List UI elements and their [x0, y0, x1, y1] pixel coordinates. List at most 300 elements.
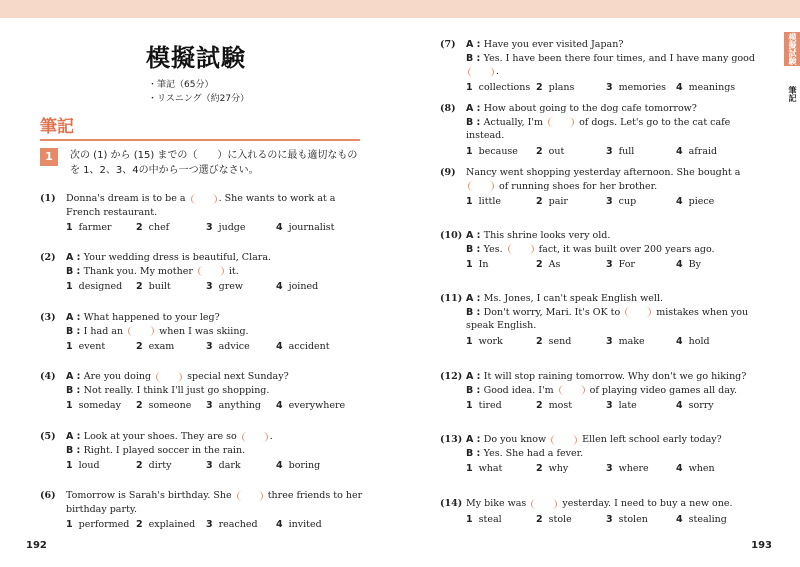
option-2 — [136, 518, 206, 532]
answer-options — [66, 459, 366, 473]
option-text: loud — [78, 460, 100, 471]
option-text: steal — [478, 513, 502, 525]
option-text: dirty — [148, 460, 172, 471]
speaker-label: B : — [466, 243, 484, 255]
option-2 — [536, 195, 606, 209]
question-3 — [40, 311, 366, 354]
option-3 — [206, 518, 276, 532]
option-number: 4 — [676, 513, 683, 525]
answer-blank — [191, 194, 217, 204]
option-text: grew — [218, 281, 244, 292]
speaker-label: A : — [66, 252, 84, 263]
speaker-label: A : — [466, 371, 484, 382]
question-text: Do you know — [483, 434, 550, 445]
question-text: Donna's dream is to be a — [66, 193, 189, 204]
question-text: Right. I played soccer in the rain. — [83, 444, 246, 456]
option-3 — [206, 280, 276, 294]
option-text: hold — [688, 335, 710, 347]
option-text: collections — [478, 81, 531, 93]
option-1 — [466, 335, 536, 349]
option-4 — [676, 513, 746, 527]
answer-blank — [559, 385, 585, 395]
option-3 — [606, 335, 676, 349]
question-line — [66, 444, 366, 458]
question-text: Ms. Jones, I can't speak English well. — [483, 293, 664, 304]
answer-blank — [198, 266, 224, 276]
meta-writing: ・筆記（65分） — [148, 80, 214, 90]
option-text: accident — [288, 341, 330, 352]
option-4 — [276, 399, 346, 413]
option-number: 2 — [136, 400, 143, 411]
option-number: 3 — [206, 400, 213, 411]
option-text: In — [478, 259, 489, 270]
option-4 — [676, 399, 746, 413]
option-number: 1 — [466, 400, 473, 411]
option-4 — [676, 81, 746, 95]
question-text: Look at your shoes. They are so — [83, 431, 240, 442]
option-1 — [466, 513, 536, 527]
question-line — [466, 166, 766, 193]
question-number: (14) — [440, 498, 463, 509]
question-text: . She wants to work at a French restaurant. — [66, 193, 336, 218]
option-3 — [606, 399, 676, 413]
question-text: I had an — [83, 325, 127, 337]
option-text: plans — [548, 81, 575, 93]
option-number: 2 — [136, 341, 143, 352]
speaker-label: A : — [466, 230, 484, 241]
option-1 — [466, 462, 536, 476]
option-number: 1 — [66, 519, 73, 530]
question-1 — [40, 192, 366, 235]
answer-options — [66, 340, 366, 354]
question-number: (4) — [40, 371, 56, 382]
answer-options — [466, 513, 766, 527]
option-number: 4 — [276, 519, 283, 530]
question-10 — [440, 229, 766, 272]
speaker-label: A : — [466, 39, 484, 50]
option-text: By — [688, 259, 701, 270]
speaker-label: B : — [466, 52, 484, 64]
option-1 — [466, 258, 536, 272]
option-3 — [606, 81, 676, 95]
speaker-label: B : — [66, 444, 84, 456]
part-badge: 1 — [40, 148, 58, 166]
option-2 — [136, 459, 206, 473]
option-text: exam — [148, 341, 175, 352]
answer-blank — [508, 244, 534, 254]
question-line — [66, 251, 366, 265]
option-text: afraid — [688, 145, 718, 157]
option-text: For — [618, 259, 635, 270]
question-line — [466, 102, 766, 116]
option-number: 4 — [276, 341, 283, 352]
option-text: piece — [688, 196, 715, 207]
option-text: boring — [288, 460, 321, 471]
answer-options — [466, 195, 766, 209]
question-line — [466, 243, 766, 257]
option-2 — [536, 335, 606, 349]
option-text: designed — [78, 281, 123, 292]
option-text: someone — [148, 400, 192, 411]
option-number: 1 — [466, 335, 473, 347]
question-text: Nancy went shopping yesterday afternoon. She bought a — [466, 167, 741, 178]
question-number: (13) — [440, 434, 463, 445]
option-1 — [466, 399, 536, 413]
side-tab: 模擬試験 — [784, 32, 800, 66]
question-number: (1) — [40, 193, 56, 204]
question-text: fact, it was built over 200 years ago. — [535, 243, 715, 255]
speaker-label: A : — [66, 371, 84, 382]
instruction-text: 次の (1) から (15) までの（ ）に入れるのに最も適切なものを 1、2、3、4の中から一つ選びなさい。 — [70, 150, 358, 176]
speaker-label: B : — [66, 325, 84, 337]
option-number: 4 — [676, 145, 683, 157]
question-number: (6) — [40, 490, 56, 501]
question-text: . — [496, 66, 500, 77]
question-number: (9) — [440, 167, 456, 178]
question-2 — [40, 251, 366, 294]
speaker-label: B : — [466, 306, 484, 318]
option-text: work — [478, 335, 503, 347]
option-text: event — [78, 341, 106, 352]
option-number: 1 — [66, 400, 73, 411]
option-3 — [606, 513, 676, 527]
option-number: 1 — [466, 81, 473, 93]
answer-blank — [468, 67, 494, 77]
option-text: chef — [148, 222, 170, 233]
option-4 — [676, 195, 746, 209]
speaker-label: B : — [66, 384, 84, 396]
question-text: This shrine looks very old. — [483, 230, 611, 241]
option-2 — [536, 145, 606, 159]
option-3 — [606, 462, 676, 476]
question-text: Don't worry, Mari. It's OK to — [483, 306, 624, 318]
option-2 — [136, 221, 206, 235]
option-1 — [466, 81, 536, 95]
option-number: 4 — [676, 196, 683, 207]
option-4 — [276, 221, 346, 235]
option-text: meanings — [688, 81, 736, 93]
question-line — [466, 384, 766, 398]
option-number: 2 — [136, 519, 143, 530]
option-2 — [536, 81, 606, 95]
answer-options — [66, 518, 366, 532]
option-3 — [206, 459, 276, 473]
page-number-left: 192 — [26, 540, 47, 551]
question-text: It will stop raining tomorrow. Why don't we go hiking? — [483, 371, 747, 382]
question-5 — [40, 430, 366, 473]
option-4 — [276, 518, 346, 532]
question-14 — [440, 497, 766, 526]
speaker-label: B : — [66, 265, 84, 277]
option-text: farmer — [78, 222, 112, 233]
option-number: 2 — [536, 259, 543, 270]
speaker-label: A : — [466, 103, 484, 114]
option-text: why — [548, 463, 569, 474]
question-text: What happened to your leg? — [83, 312, 220, 323]
section-rule — [40, 139, 360, 141]
option-4 — [676, 258, 746, 272]
question-text: Yes. I have been there four times, and I have many good — [483, 52, 755, 64]
option-4 — [676, 145, 746, 159]
speaker-label: B : — [466, 116, 484, 128]
option-number: 4 — [676, 400, 683, 411]
question-line — [466, 433, 766, 447]
option-text: As — [548, 259, 561, 270]
option-number: 4 — [276, 400, 283, 411]
answer-options — [466, 258, 766, 272]
section-heading — [40, 112, 360, 141]
question-text: . — [269, 431, 273, 442]
option-4 — [676, 462, 746, 476]
option-2 — [536, 258, 606, 272]
option-3 — [606, 145, 676, 159]
option-text: someday — [78, 400, 121, 411]
option-text: journalist — [288, 222, 335, 233]
page-number-right: 193 — [751, 540, 772, 551]
question-text: How about going to the dog cafe tomorrow? — [483, 103, 697, 114]
option-text: because — [478, 145, 518, 157]
option-number: 3 — [206, 281, 213, 292]
option-text: everywhere — [288, 400, 346, 411]
answer-options — [466, 81, 766, 95]
option-number: 3 — [606, 81, 613, 93]
option-text: send — [548, 335, 572, 347]
question-line — [466, 52, 766, 79]
question-number: (3) — [40, 312, 56, 323]
question-line — [66, 265, 366, 279]
option-number: 4 — [276, 222, 283, 233]
question-line — [66, 311, 366, 325]
option-number: 3 — [606, 463, 613, 474]
question-text: three friends to her birthday party. — [66, 490, 363, 515]
option-text: when — [688, 463, 715, 474]
page-title: 模擬試験 — [146, 44, 246, 72]
section-title: 筆記 — [40, 117, 74, 137]
answer-blank — [237, 491, 263, 501]
option-1 — [66, 221, 136, 235]
option-3 — [206, 221, 276, 235]
question-text: Good idea. I'm — [483, 384, 557, 396]
speaker-label: A : — [66, 431, 84, 442]
question-line — [466, 447, 766, 461]
option-text: stole — [548, 513, 572, 525]
option-1 — [66, 399, 136, 413]
option-text: dark — [218, 460, 241, 471]
option-3 — [606, 258, 676, 272]
option-number: 1 — [66, 341, 73, 352]
option-number: 3 — [606, 145, 613, 157]
option-3 — [206, 399, 276, 413]
option-1 — [66, 459, 136, 473]
answer-blank — [531, 499, 557, 509]
option-number: 1 — [466, 463, 473, 474]
meta-listening: ・リスニング（約27分） — [148, 94, 250, 104]
option-3 — [606, 195, 676, 209]
exam-meta — [148, 78, 249, 106]
question-number: (12) — [440, 371, 463, 382]
question-text: mistakes when you speak English. — [466, 306, 749, 331]
question-text: Not really. I think I'll just go shopping. — [83, 384, 270, 396]
option-number: 1 — [66, 281, 73, 292]
question-8 — [440, 102, 766, 158]
option-number: 2 — [536, 400, 543, 411]
option-text: make — [618, 335, 645, 347]
side-subtab: 筆記 — [788, 86, 797, 102]
answer-blank — [468, 181, 494, 191]
option-text: stealing — [688, 513, 727, 525]
question-text: of running shoes for her brother. — [496, 180, 658, 192]
answer-options — [66, 221, 366, 235]
option-number: 4 — [676, 81, 683, 93]
option-text: performed — [78, 519, 130, 530]
option-2 — [136, 340, 206, 354]
option-text: out — [548, 145, 565, 157]
answer-blank — [625, 307, 651, 317]
answer-options — [466, 145, 766, 159]
question-text: Have you ever visited Japan? — [483, 39, 624, 50]
question-text: yesterday. I need to buy a new one. — [559, 498, 733, 509]
question-line — [66, 192, 366, 219]
question-13 — [440, 433, 766, 476]
option-number: 1 — [66, 460, 73, 471]
option-number: 2 — [536, 335, 543, 347]
option-number: 4 — [276, 281, 283, 292]
option-number: 1 — [466, 145, 473, 157]
question-4 — [40, 370, 366, 413]
option-number: 3 — [606, 196, 613, 207]
option-text: most — [548, 400, 573, 411]
option-number: 3 — [606, 335, 613, 347]
question-line — [466, 370, 766, 384]
question-number: (5) — [40, 431, 56, 442]
option-text: pair — [548, 196, 568, 207]
question-text: Actually, I'm — [483, 116, 547, 128]
question-line — [466, 116, 766, 143]
option-text: joined — [288, 281, 319, 292]
option-number: 4 — [676, 463, 683, 474]
answer-blank — [551, 435, 577, 445]
question-text: when I was skiing. — [156, 325, 249, 337]
option-number: 1 — [466, 259, 473, 270]
question-text: Tomorrow is Sarah's birthday. She — [66, 490, 235, 501]
question-text: special next Sunday? — [184, 371, 289, 382]
question-line — [66, 430, 366, 444]
question-text: Ellen left school early today? — [579, 434, 722, 445]
option-text: where — [618, 463, 649, 474]
option-number: 2 — [536, 196, 543, 207]
option-text: tired — [478, 400, 502, 411]
option-number: 2 — [536, 513, 543, 525]
option-number: 4 — [676, 335, 683, 347]
answer-options — [466, 462, 766, 476]
option-number: 1 — [466, 196, 473, 207]
option-number: 3 — [206, 519, 213, 530]
answer-blank — [128, 326, 154, 336]
question-line — [66, 489, 366, 516]
speaker-label: B : — [466, 447, 484, 459]
question-line — [466, 292, 766, 306]
option-text: explained — [148, 519, 196, 530]
question-text: it. — [225, 265, 239, 277]
question-number: (2) — [40, 252, 56, 263]
option-3 — [206, 340, 276, 354]
question-7 — [440, 38, 766, 94]
option-1 — [66, 518, 136, 532]
option-number: 2 — [536, 145, 543, 157]
top-band — [0, 0, 800, 18]
question-text: Yes. — [483, 243, 506, 255]
question-line — [66, 325, 366, 339]
option-number: 3 — [606, 259, 613, 270]
option-number: 2 — [136, 460, 143, 471]
option-number: 4 — [276, 460, 283, 471]
answer-options — [66, 280, 366, 294]
option-text: little — [478, 196, 501, 207]
question-line — [466, 229, 766, 243]
question-line — [66, 370, 366, 384]
option-1 — [66, 340, 136, 354]
option-number: 2 — [136, 281, 143, 292]
option-text: built — [148, 281, 171, 292]
question-11 — [440, 292, 766, 348]
option-text: cup — [618, 196, 637, 207]
option-text: what — [478, 463, 503, 474]
option-text: anything — [218, 400, 261, 411]
question-line — [66, 384, 366, 398]
option-4 — [276, 459, 346, 473]
question-line — [466, 38, 766, 52]
option-text: sorry — [688, 400, 714, 411]
option-number: 4 — [676, 259, 683, 270]
option-number: 3 — [206, 460, 213, 471]
question-text: of playing video games all day. — [586, 384, 738, 396]
option-number: 1 — [466, 513, 473, 525]
option-number: 3 — [606, 400, 613, 411]
option-text: late — [618, 400, 637, 411]
question-number: (10) — [440, 230, 463, 241]
option-1 — [66, 280, 136, 294]
answer-blank — [548, 117, 574, 127]
option-number: 2 — [536, 463, 543, 474]
option-2 — [536, 513, 606, 527]
question-text: Thank you. My mother — [83, 265, 196, 277]
option-4 — [276, 340, 346, 354]
option-text: invited — [288, 519, 322, 530]
answer-options — [466, 399, 766, 413]
option-number: 1 — [66, 222, 73, 233]
question-9 — [440, 166, 766, 209]
option-2 — [536, 462, 606, 476]
question-text: Yes. She had a fever. — [483, 447, 584, 459]
question-text: of dogs. Let's go to the cat cafe instead. — [466, 116, 731, 141]
question-12 — [440, 370, 766, 413]
option-text: memories — [618, 81, 667, 93]
question-number: (11) — [440, 293, 463, 304]
speaker-label: A : — [66, 312, 84, 323]
option-2 — [136, 399, 206, 413]
option-4 — [676, 335, 746, 349]
answer-options — [66, 399, 366, 413]
option-2 — [536, 399, 606, 413]
option-4 — [276, 280, 346, 294]
question-text: Are you doing — [83, 371, 155, 382]
question-6 — [40, 489, 366, 532]
option-text: full — [618, 145, 635, 157]
question-text: My bike was — [466, 498, 530, 509]
option-number: 3 — [206, 222, 213, 233]
option-number: 2 — [136, 222, 143, 233]
option-number: 3 — [606, 513, 613, 525]
